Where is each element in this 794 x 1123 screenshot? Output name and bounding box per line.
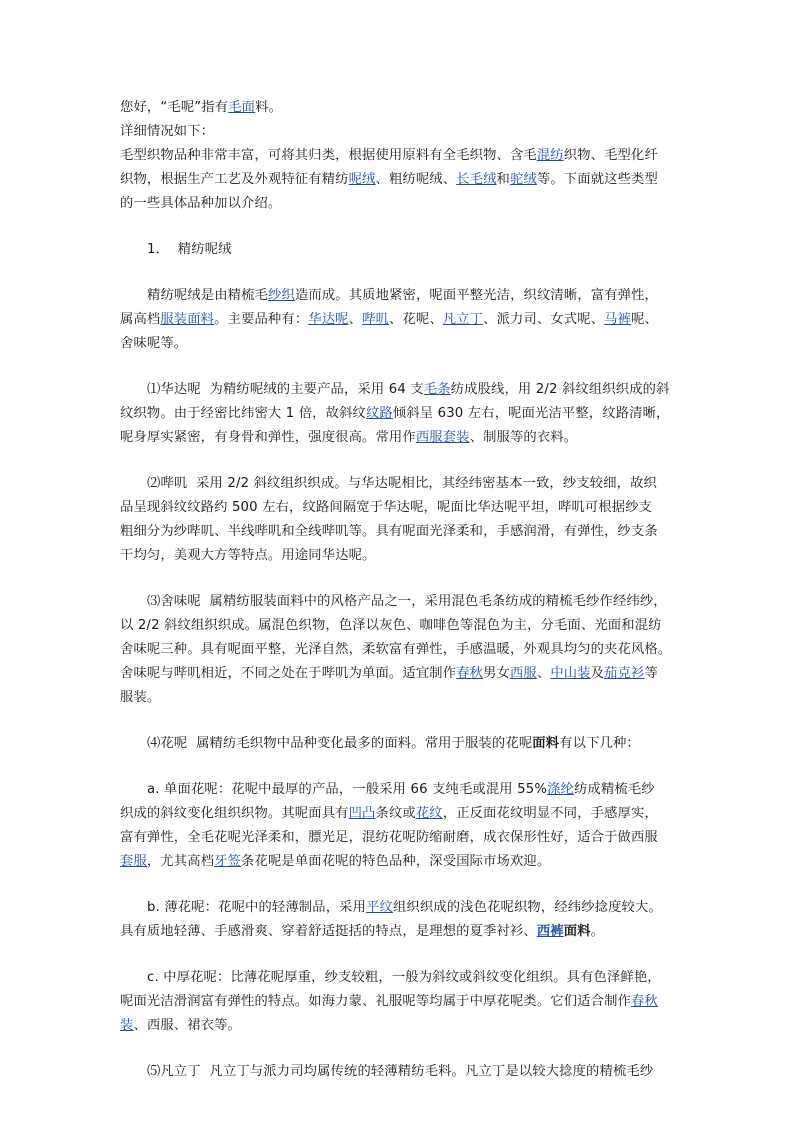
- text: ，正反面花纹明显不同，手感厚实，: [442, 806, 658, 821]
- text: 、粗纺呢绒、: [375, 172, 457, 187]
- para-b-line-1: [120, 896, 680, 920]
- para-a-line-4: [120, 850, 680, 874]
- text: 倾斜呈 630 左右，呢面光洁平整，纹路清晰，: [392, 406, 670, 421]
- text: 造而成。其质地紧密，呢面平整光洁，织纹清晰，富有弹性，: [294, 288, 659, 303]
- link-tuorong[interactable]: 驼绒: [510, 172, 537, 187]
- link-fanliding[interactable]: 凡立丁: [442, 312, 484, 327]
- link-huawen[interactable]: 花纹: [415, 806, 443, 821]
- link-xiku[interactable]: 西裤: [536, 924, 564, 939]
- para3-line-3: 粗细分为纱哔叽、半线哔叽和全线哔叽等。具有呢面光泽柔和，手感润滑，有弹性，纱支条: [120, 524, 658, 539]
- para5-line-1: [120, 732, 680, 756]
- intro-line-2: [120, 168, 680, 192]
- text: 、: [348, 312, 363, 327]
- text: 您好，“毛呢”指有: [120, 100, 229, 115]
- text: 呢、: [631, 312, 658, 327]
- intro-line-1: [120, 144, 680, 168]
- para-a-line-1: [120, 778, 680, 802]
- text: 。主要品种有：: [214, 312, 309, 327]
- text: 有以下几种：: [559, 736, 640, 751]
- para-c-line-1: c. 中厚花呢：比薄花呢厚重，纱支较粗，一般为斜纹或斜纹变化组织。具有色泽鲜艳，: [147, 970, 661, 985]
- section-heading: 1． 精纺呢绒: [147, 242, 232, 257]
- para4-line-3: 舍味呢三种。具有呢面平整，光泽自然，柔软富有弹性，手感温暖，外观具均匀的夹花风格。: [120, 642, 672, 657]
- text: 条纹或: [375, 806, 416, 821]
- para4-line-5: 服装。: [120, 690, 161, 705]
- text: 舍味呢与哔叽相近，不同之处在于哔叽为单面。适宜制作: [120, 666, 457, 681]
- text: 织物、毛型化纤: [563, 148, 658, 163]
- para1-line-3: 舍味呢等。: [120, 336, 188, 351]
- link-aotu[interactable]: 凹凸: [348, 806, 376, 821]
- text: 、: [536, 666, 551, 681]
- text: 及: [590, 666, 605, 681]
- link-taofu[interactable]: 套服: [120, 854, 147, 869]
- text: 呢身厚实紧密，有身骨和弹性，强度很高。常用作: [120, 430, 416, 445]
- link-pingwen[interactable]: 平纹: [366, 900, 393, 915]
- text: 组织织成的浅色花呢织物，经纬纱捻度较大。: [392, 900, 662, 915]
- para-a-line-3: 富有弹性，全毛花呢光泽柔和，膘光足，混纺花呢防缩耐磨，成衣保形性好，适合于做西服: [120, 830, 658, 845]
- link-xifutaozhuang[interactable]: 西服套装: [415, 430, 470, 445]
- link-chunqiu-2[interactable]: 春秋: [630, 994, 658, 1009]
- para4-line-1: ⑶舍味呢 属精纺服装面料中的风格产品之一，采用混色毛条纺成的精梳毛纱作经纬纱，: [147, 594, 667, 609]
- link-maku[interactable]: 马裤: [604, 312, 632, 327]
- link-changmaorong[interactable]: 长毛绒: [456, 172, 497, 187]
- para2-line-1: [120, 378, 680, 402]
- text: 料。: [255, 100, 283, 115]
- text: 具有质地轻薄、手感滑爽、穿着舒适挺括的特点，是理想的夏季衬衫、: [120, 924, 537, 939]
- para-c-line-3: [120, 1014, 680, 1038]
- para4-line-2: 以 2/2 斜纹组织织成。属混色织物，色泽以灰色、咖啡色等混色为主，分毛面、光面和混纺: [120, 618, 662, 633]
- text: ⑴华达呢 为精纺呢绒的主要产品，采用 64 支: [147, 382, 424, 397]
- bold-text: 面料: [563, 924, 591, 939]
- text: 、派力司、女式呢、: [483, 312, 605, 327]
- bold-text: 面料: [532, 736, 560, 751]
- text: 呢面光洁滑润富有弹性的特点。如海力蒙、礼服呢等均属于中厚花呢类。它们适合制作: [120, 994, 631, 1009]
- link-yaqian[interactable]: 牙签: [214, 854, 242, 869]
- text: 纺成股线，用 2/2 斜纹组织织成的斜: [450, 382, 670, 397]
- text: 等。下面就这些类型: [536, 172, 658, 187]
- text: 织物，根据生产工艺及外观特征有精纺: [120, 172, 349, 187]
- text: 、制服等的衣料。: [469, 430, 578, 445]
- link-fuzhuangmianliao[interactable]: 服装面料: [160, 312, 215, 327]
- link-hunfang[interactable]: 混纺: [536, 148, 564, 163]
- para-a-line-2: [120, 802, 680, 826]
- details-line: 详细情况如下：: [120, 124, 215, 139]
- para2-line-2: [120, 402, 680, 426]
- para3-line-1: ⑵哔叽 采用 2/2 斜纹组织织成。与华达呢相比，其经纬密基本一致，纱支较细，故织: [147, 476, 657, 491]
- link-xifu[interactable]: 西服: [509, 666, 537, 681]
- link-huadani[interactable]: 华达呢: [308, 312, 349, 327]
- text: 。: [590, 924, 605, 939]
- text: 等: [644, 666, 658, 681]
- link-dilun[interactable]: 涤纶: [547, 782, 575, 797]
- para6-line-1: ⑸凡立丁 凡立丁与派力司均属传统的轻薄精纺毛料。凡立丁是以较大捻度的精梳毛纱: [147, 1064, 654, 1079]
- text: 条花呢是单面花呢的特色品种，深受国际市场欢迎。: [241, 854, 551, 869]
- text: ，尤其高档: [146, 854, 215, 869]
- text: 纹织物。由于经密比纬密大 1 倍，故斜纹: [120, 406, 366, 421]
- para4-line-4: [120, 662, 680, 686]
- para1-line-1: [120, 284, 680, 308]
- para1-line-2: [120, 308, 680, 332]
- text: 精纺呢绒是由精梳毛: [147, 288, 269, 303]
- text: a. 单面花呢：花呢中最厚的产品，一般采用 66 支纯毛或混用 55%: [147, 782, 548, 797]
- document-body: [120, 96, 680, 1084]
- text: ⑷花呢 属精纺毛织物中品种变化最多的面料。常用于服装的花呢: [147, 736, 533, 751]
- para3-line-4: 干均匀，美观大方等特点。用途同华达呢。: [120, 548, 376, 563]
- text: 纺成精梳毛纱: [574, 782, 655, 797]
- text: 男女: [483, 666, 510, 681]
- link-maotiao[interactable]: 毛条: [423, 382, 451, 397]
- link-zhongshanzhuang[interactable]: 中山装: [550, 666, 591, 681]
- link-maomian[interactable]: 毛面: [228, 100, 256, 115]
- para2-line-3: [120, 426, 680, 450]
- link-wenlu[interactable]: 纹路: [365, 406, 393, 421]
- para-b-line-2: [120, 920, 680, 944]
- intro-line-3: 的一些具体品种加以介绍。: [120, 196, 282, 211]
- para-c-line-2: [120, 990, 680, 1014]
- text: 毛型织物品种非常丰富，可将其归类，根据使用原料有全毛织物、含毛: [120, 148, 537, 163]
- link-biji[interactable]: 哔叽: [362, 312, 389, 327]
- link-zhuang[interactable]: 装: [120, 1018, 134, 1033]
- link-nirong[interactable]: 呢绒: [348, 172, 376, 187]
- text: 、西服、裙衣等。: [133, 1018, 242, 1033]
- link-jiekeshan[interactable]: 茄克衫: [604, 666, 645, 681]
- text: 、花呢、: [388, 312, 443, 327]
- para3-line-2: 品呈现斜纹纹路约 500 左右，纹路间隔宽于华达呢，呢面比华达呢平坦，哔叽可根据纱支: [120, 500, 653, 515]
- text: b. 薄花呢：花呢中的轻薄制品，采用: [147, 900, 367, 915]
- greeting-line: [120, 96, 680, 120]
- link-shazhi[interactable]: 纱织: [268, 288, 295, 303]
- link-chunqiu[interactable]: 春秋: [456, 666, 484, 681]
- text: 和: [496, 172, 510, 187]
- text: 织成的斜纹变化组织织物。其呢面具有: [120, 806, 349, 821]
- text: 属高档: [120, 312, 161, 327]
